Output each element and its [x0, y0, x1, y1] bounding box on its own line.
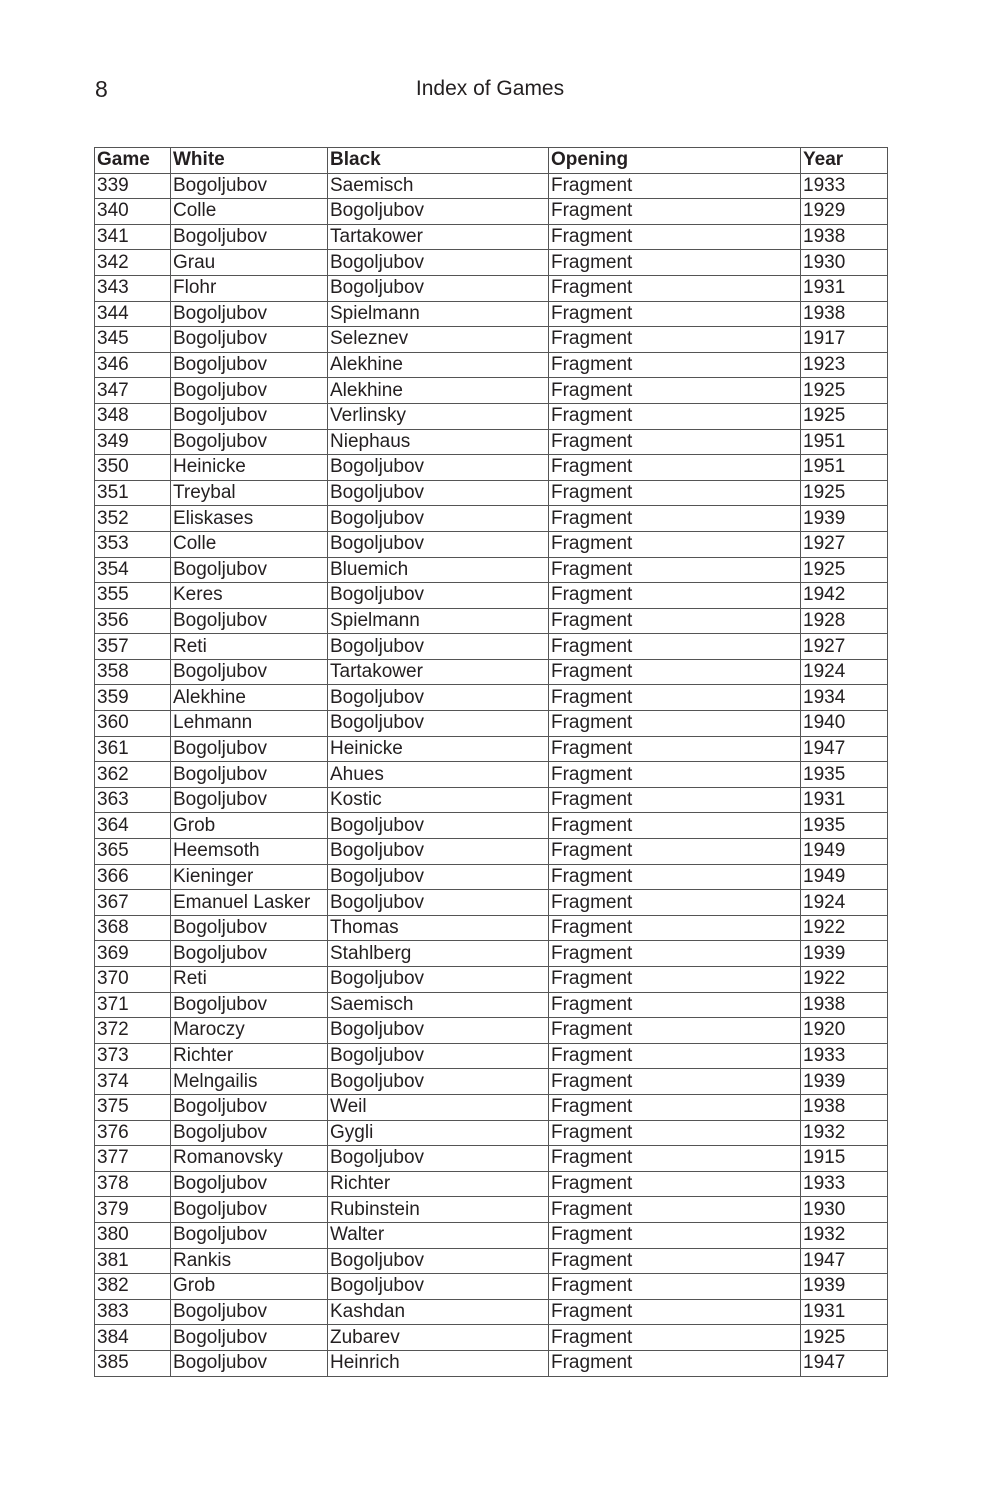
table-row: [95, 608, 888, 634]
cell-year: 1938: [801, 224, 888, 250]
table-row: [95, 685, 888, 711]
cell-black: Niephaus: [328, 429, 549, 455]
cell-game: 359: [95, 685, 171, 711]
cell-white: Bogoljubov: [171, 736, 328, 762]
cell-white: Bogoljubov: [171, 301, 328, 327]
table-row: [95, 634, 888, 660]
cell-game: 360: [95, 711, 171, 737]
cell-white: Heemsoth: [171, 839, 328, 865]
cell-opening: Fragment: [549, 1325, 801, 1351]
cell-year: 1923: [801, 352, 888, 378]
table-row: [95, 378, 888, 404]
cell-opening: Fragment: [549, 864, 801, 890]
cell-game: 381: [95, 1248, 171, 1274]
table-row: [95, 1325, 888, 1351]
cell-opening: Fragment: [549, 506, 801, 532]
cell-game: 378: [95, 1171, 171, 1197]
cell-black: Rubinstein: [328, 1197, 549, 1223]
cell-year: 1940: [801, 711, 888, 737]
cell-opening: Fragment: [549, 173, 801, 199]
cell-opening: Fragment: [549, 378, 801, 404]
cell-game: 358: [95, 659, 171, 685]
cell-opening: Fragment: [549, 455, 801, 481]
cell-year: 1938: [801, 1094, 888, 1120]
cell-white: Bogoljubov: [171, 608, 328, 634]
cell-opening: Fragment: [549, 659, 801, 685]
cell-black: Stahlberg: [328, 941, 549, 967]
cell-year: 1947: [801, 736, 888, 762]
cell-year: 1934: [801, 685, 888, 711]
cell-year: 1925: [801, 480, 888, 506]
column-header-game: Game: [95, 148, 171, 174]
table-row: [95, 864, 888, 890]
cell-white: Bogoljubov: [171, 992, 328, 1018]
cell-black: Verlinsky: [328, 403, 549, 429]
cell-game: 352: [95, 506, 171, 532]
cell-opening: Fragment: [549, 1299, 801, 1325]
table-row: [95, 813, 888, 839]
cell-white: Bogoljubov: [171, 762, 328, 788]
cell-game: 380: [95, 1222, 171, 1248]
table-row: [95, 1248, 888, 1274]
cell-black: Bogoljubov: [328, 634, 549, 660]
cell-year: 1949: [801, 864, 888, 890]
cell-white: Bogoljubov: [171, 378, 328, 404]
table-row: [95, 403, 888, 429]
cell-opening: Fragment: [549, 224, 801, 250]
cell-opening: Fragment: [549, 1222, 801, 1248]
cell-year: 1939: [801, 506, 888, 532]
cell-opening: Fragment: [549, 1350, 801, 1376]
cell-game: 382: [95, 1274, 171, 1300]
table-body: [95, 173, 888, 1376]
table-row: [95, 890, 888, 916]
cell-opening: Fragment: [549, 685, 801, 711]
cell-white: Bogoljubov: [171, 941, 328, 967]
cell-black: Bogoljubov: [328, 275, 549, 301]
table-row: [95, 762, 888, 788]
cell-white: Alekhine: [171, 685, 328, 711]
cell-white: Bogoljubov: [171, 1325, 328, 1351]
cell-game: 366: [95, 864, 171, 890]
cell-opening: Fragment: [549, 480, 801, 506]
cell-white: Keres: [171, 583, 328, 609]
cell-opening: Fragment: [549, 1197, 801, 1223]
cell-year: 1939: [801, 1274, 888, 1300]
cell-game: 361: [95, 736, 171, 762]
cell-year: 1935: [801, 813, 888, 839]
cell-year: 1933: [801, 1171, 888, 1197]
cell-game: 344: [95, 301, 171, 327]
cell-black: Bogoljubov: [328, 1274, 549, 1300]
cell-black: Zubarev: [328, 1325, 549, 1351]
cell-year: 1915: [801, 1146, 888, 1172]
cell-game: 373: [95, 1043, 171, 1069]
table-row: [95, 506, 888, 532]
column-header-black: Black: [328, 148, 549, 174]
cell-white: Bogoljubov: [171, 1197, 328, 1223]
cell-year: 1931: [801, 1299, 888, 1325]
page-number: 8: [95, 76, 108, 102]
cell-white: Grob: [171, 1274, 328, 1300]
cell-game: 370: [95, 967, 171, 993]
table-row: [95, 915, 888, 941]
table-row: [95, 992, 888, 1018]
cell-year: 1925: [801, 557, 888, 583]
cell-year: 1927: [801, 634, 888, 660]
cell-white: Romanovsky: [171, 1146, 328, 1172]
table-row: [95, 1120, 888, 1146]
cell-white: Bogoljubov: [171, 557, 328, 583]
cell-year: 1949: [801, 839, 888, 865]
cell-game: 351: [95, 480, 171, 506]
cell-game: 363: [95, 787, 171, 813]
cell-game: 367: [95, 890, 171, 916]
cell-white: Reti: [171, 634, 328, 660]
cell-black: Bogoljubov: [328, 864, 549, 890]
cell-opening: Fragment: [549, 608, 801, 634]
table-row: [95, 839, 888, 865]
cell-white: Bogoljubov: [171, 327, 328, 353]
cell-game: 374: [95, 1069, 171, 1095]
cell-game: 350: [95, 455, 171, 481]
cell-year: 1925: [801, 1325, 888, 1351]
table-row: [95, 736, 888, 762]
cell-white: Lehmann: [171, 711, 328, 737]
cell-opening: Fragment: [549, 992, 801, 1018]
cell-year: 1925: [801, 378, 888, 404]
cell-black: Bogoljubov: [328, 531, 549, 557]
table-row: [95, 1146, 888, 1172]
cell-black: Bogoljubov: [328, 890, 549, 916]
cell-game: 369: [95, 941, 171, 967]
cell-black: Bogoljubov: [328, 1146, 549, 1172]
cell-black: Richter: [328, 1171, 549, 1197]
cell-opening: Fragment: [549, 199, 801, 225]
table-row: [95, 1069, 888, 1095]
cell-white: Bogoljubov: [171, 429, 328, 455]
cell-white: Maroczy: [171, 1018, 328, 1044]
column-header-year: Year: [801, 148, 888, 174]
cell-opening: Fragment: [549, 1043, 801, 1069]
cell-black: Alekhine: [328, 378, 549, 404]
cell-game: 371: [95, 992, 171, 1018]
cell-opening: Fragment: [549, 967, 801, 993]
cell-opening: Fragment: [549, 915, 801, 941]
cell-game: 372: [95, 1018, 171, 1044]
cell-game: 377: [95, 1146, 171, 1172]
cell-opening: Fragment: [549, 1069, 801, 1095]
cell-white: Bogoljubov: [171, 173, 328, 199]
cell-black: Kostic: [328, 787, 549, 813]
table-row: [95, 352, 888, 378]
cell-black: Heinicke: [328, 736, 549, 762]
cell-white: Colle: [171, 531, 328, 557]
cell-year: 1924: [801, 890, 888, 916]
cell-black: Tartakower: [328, 224, 549, 250]
cell-game: 385: [95, 1350, 171, 1376]
cell-game: 362: [95, 762, 171, 788]
cell-year: 1922: [801, 915, 888, 941]
table-row: [95, 429, 888, 455]
cell-year: 1930: [801, 250, 888, 276]
cell-white: Bogoljubov: [171, 403, 328, 429]
cell-opening: Fragment: [549, 583, 801, 609]
cell-white: Bogoljubov: [171, 1120, 328, 1146]
cell-opening: Fragment: [549, 736, 801, 762]
table-row: [95, 659, 888, 685]
cell-game: 349: [95, 429, 171, 455]
cell-year: 1930: [801, 1197, 888, 1223]
table-row: [95, 1222, 888, 1248]
table-row: [95, 1018, 888, 1044]
table-row: [95, 301, 888, 327]
cell-game: 343: [95, 275, 171, 301]
cell-black: Walter: [328, 1222, 549, 1248]
cell-black: Bogoljubov: [328, 813, 549, 839]
cell-opening: Fragment: [549, 634, 801, 660]
cell-black: Bogoljubov: [328, 1069, 549, 1095]
cell-black: Gygli: [328, 1120, 549, 1146]
cell-white: Bogoljubov: [171, 787, 328, 813]
cell-year: 1932: [801, 1222, 888, 1248]
cell-game: 346: [95, 352, 171, 378]
cell-year: 1927: [801, 531, 888, 557]
table-row: [95, 557, 888, 583]
cell-year: 1947: [801, 1350, 888, 1376]
cell-white: Bogoljubov: [171, 915, 328, 941]
cell-game: 345: [95, 327, 171, 353]
cell-opening: Fragment: [549, 403, 801, 429]
cell-game: 368: [95, 915, 171, 941]
cell-black: Ahues: [328, 762, 549, 788]
cell-black: Weil: [328, 1094, 549, 1120]
cell-white: Kieninger: [171, 864, 328, 890]
table-row: [95, 1274, 888, 1300]
cell-game: 383: [95, 1299, 171, 1325]
cell-game: 375: [95, 1094, 171, 1120]
table-row: [95, 275, 888, 301]
cell-opening: Fragment: [549, 1274, 801, 1300]
cell-year: 1929: [801, 199, 888, 225]
column-header-opening: Opening: [549, 148, 801, 174]
cell-black: Bogoljubov: [328, 506, 549, 532]
cell-opening: Fragment: [549, 1146, 801, 1172]
cell-white: Grob: [171, 813, 328, 839]
cell-game: 354: [95, 557, 171, 583]
cell-opening: Fragment: [549, 711, 801, 737]
cell-opening: Fragment: [549, 275, 801, 301]
cell-white: Emanuel Lasker: [171, 890, 328, 916]
cell-year: 1924: [801, 659, 888, 685]
cell-white: Treybal: [171, 480, 328, 506]
cell-black: Thomas: [328, 915, 549, 941]
cell-opening: Fragment: [549, 429, 801, 455]
cell-opening: Fragment: [549, 557, 801, 583]
cell-black: Saemisch: [328, 992, 549, 1018]
cell-black: Heinrich: [328, 1350, 549, 1376]
table-row: [95, 1094, 888, 1120]
cell-white: Bogoljubov: [171, 1299, 328, 1325]
cell-game: 355: [95, 583, 171, 609]
table-row: [95, 531, 888, 557]
cell-opening: Fragment: [549, 352, 801, 378]
cell-black: Bogoljubov: [328, 199, 549, 225]
cell-white: Bogoljubov: [171, 1094, 328, 1120]
cell-white: Bogoljubov: [171, 224, 328, 250]
cell-year: 1917: [801, 327, 888, 353]
cell-game: 384: [95, 1325, 171, 1351]
table-row: [95, 480, 888, 506]
running-title: Index of Games: [415, 77, 565, 100]
cell-white: Bogoljubov: [171, 659, 328, 685]
table-row: [95, 455, 888, 481]
cell-opening: Fragment: [549, 531, 801, 557]
cell-year: 1933: [801, 1043, 888, 1069]
cell-year: 1951: [801, 429, 888, 455]
cell-year: 1939: [801, 1069, 888, 1095]
cell-year: 1932: [801, 1120, 888, 1146]
table-row: [95, 711, 888, 737]
cell-black: Bogoljubov: [328, 250, 549, 276]
cell-white: Melngailis: [171, 1069, 328, 1095]
table-row: [95, 583, 888, 609]
cell-opening: Fragment: [549, 762, 801, 788]
cell-opening: Fragment: [549, 301, 801, 327]
cell-year: 1925: [801, 403, 888, 429]
cell-opening: Fragment: [549, 1171, 801, 1197]
table-row: [95, 1299, 888, 1325]
cell-year: 1938: [801, 992, 888, 1018]
cell-year: 1931: [801, 787, 888, 813]
cell-white: Eliskases: [171, 506, 328, 532]
table-row: [95, 224, 888, 250]
cell-game: 341: [95, 224, 171, 250]
cell-black: Bogoljubov: [328, 711, 549, 737]
cell-game: 342: [95, 250, 171, 276]
table-row: [95, 1043, 888, 1069]
table-header-row: [95, 148, 888, 174]
cell-black: Bogoljubov: [328, 839, 549, 865]
cell-white: Grau: [171, 250, 328, 276]
cell-black: Spielmann: [328, 608, 549, 634]
cell-opening: Fragment: [549, 250, 801, 276]
cell-game: 356: [95, 608, 171, 634]
cell-year: 1935: [801, 762, 888, 788]
cell-black: Seleznev: [328, 327, 549, 353]
cell-black: Bogoljubov: [328, 1018, 549, 1044]
table-row: [95, 199, 888, 225]
cell-opening: Fragment: [549, 327, 801, 353]
cell-game: 340: [95, 199, 171, 225]
cell-year: 1939: [801, 941, 888, 967]
cell-black: Bogoljubov: [328, 967, 549, 993]
cell-black: Saemisch: [328, 173, 549, 199]
cell-black: Bogoljubov: [328, 685, 549, 711]
cell-black: Bogoljubov: [328, 480, 549, 506]
cell-game: 339: [95, 173, 171, 199]
cell-black: Bogoljubov: [328, 455, 549, 481]
cell-year: 1938: [801, 301, 888, 327]
cell-opening: Fragment: [549, 1248, 801, 1274]
cell-year: 1922: [801, 967, 888, 993]
table-row: [95, 250, 888, 276]
table-row: [95, 967, 888, 993]
cell-white: Colle: [171, 199, 328, 225]
cell-year: 1928: [801, 608, 888, 634]
table-row: [95, 787, 888, 813]
table-row: [95, 1197, 888, 1223]
cell-black: Kashdan: [328, 1299, 549, 1325]
cell-opening: Fragment: [549, 1120, 801, 1146]
cell-black: Alekhine: [328, 352, 549, 378]
cell-year: 1933: [801, 173, 888, 199]
cell-year: 1947: [801, 1248, 888, 1274]
cell-white: Heinicke: [171, 455, 328, 481]
cell-white: Bogoljubov: [171, 1222, 328, 1248]
cell-black: Bogoljubov: [328, 1043, 549, 1069]
column-header-white: White: [171, 148, 328, 174]
cell-game: 379: [95, 1197, 171, 1223]
cell-opening: Fragment: [549, 1094, 801, 1120]
cell-year: 1920: [801, 1018, 888, 1044]
cell-game: 348: [95, 403, 171, 429]
cell-game: 357: [95, 634, 171, 660]
cell-black: Tartakower: [328, 659, 549, 685]
cell-white: Bogoljubov: [171, 1350, 328, 1376]
cell-black: Spielmann: [328, 301, 549, 327]
table-row: [95, 1350, 888, 1376]
cell-black: Bogoljubov: [328, 583, 549, 609]
cell-game: 364: [95, 813, 171, 839]
cell-white: Bogoljubov: [171, 1171, 328, 1197]
table-row: [95, 173, 888, 199]
cell-year: 1951: [801, 455, 888, 481]
cell-white: Flohr: [171, 275, 328, 301]
table-row: [95, 327, 888, 353]
cell-game: 365: [95, 839, 171, 865]
cell-white: Richter: [171, 1043, 328, 1069]
cell-black: Bluemich: [328, 557, 549, 583]
cell-opening: Fragment: [549, 787, 801, 813]
cell-opening: Fragment: [549, 941, 801, 967]
cell-year: 1931: [801, 275, 888, 301]
cell-white: Bogoljubov: [171, 352, 328, 378]
cell-opening: Fragment: [549, 839, 801, 865]
cell-opening: Fragment: [549, 1018, 801, 1044]
cell-white: Reti: [171, 967, 328, 993]
cell-black: Bogoljubov: [328, 1248, 549, 1274]
table-row: [95, 941, 888, 967]
cell-opening: Fragment: [549, 890, 801, 916]
games-index-table: [94, 147, 888, 1377]
cell-game: 376: [95, 1120, 171, 1146]
cell-white: Rankis: [171, 1248, 328, 1274]
cell-year: 1942: [801, 583, 888, 609]
table-row: [95, 1171, 888, 1197]
cell-game: 347: [95, 378, 171, 404]
cell-opening: Fragment: [549, 813, 801, 839]
cell-game: 353: [95, 531, 171, 557]
